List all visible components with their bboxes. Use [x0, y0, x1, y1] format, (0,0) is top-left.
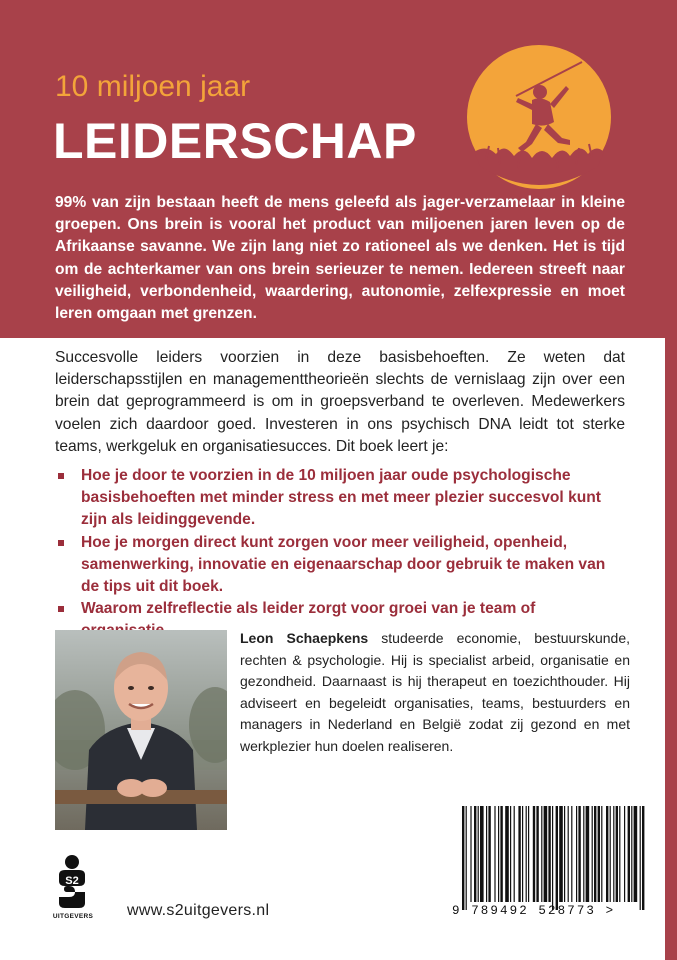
list-item-text: Hoe je door te voorzien in de 10 miljoen jaar oude psychologische basisbehoeften met minder stress en met meer plezier succesvol kunt zijn als leidinggevende. [81, 467, 601, 529]
barcode-bar [488, 806, 490, 902]
barcode-bar [640, 806, 641, 910]
barcode-bar [544, 806, 548, 902]
list-item [55, 465, 625, 532]
bullet-square-icon [58, 473, 64, 479]
svg-text:S2: S2 [65, 875, 79, 887]
barcode-bar [478, 806, 479, 902]
barcode-bar [564, 806, 565, 902]
barcode-bar [462, 806, 464, 910]
list-item-text: Hoe je morgen direct kunt zorgen voor meer veiligheid, openheid, samenwerking, innovatie en eigenaarschap door gebruik te maken van de tips uit dit boek. [81, 533, 606, 596]
barcode-bar [578, 806, 580, 902]
barcode-bar [470, 806, 471, 902]
barcode-bar [613, 806, 614, 902]
barcode-bar [528, 806, 529, 902]
intro-paragraph: 99% van zijn bestaan heeft de mens geleefd als jager-verzamelaar in kleine groepen. Ons brein is vooral het product van miljoenen jaren leven op de Afrikaanse savanne. We zijn lang niet zo rationeel als we denken. Het is tijd om de achterkamer van ons brein serieuzer te nemen. Iedereen streeft naar veiligheid, verbondenheid, waardering, autonomie, zelfexpressie en moet leren omgaan met grenzen. [55, 194, 625, 323]
bullet-square-icon [58, 540, 64, 546]
barcode-bar [474, 806, 476, 902]
barcode-bar [634, 806, 638, 902]
isbn-barcode [448, 797, 658, 919]
barcode-bar [586, 806, 590, 902]
barcode-bar [583, 806, 584, 902]
barcode-bar [498, 806, 499, 902]
author-bio-text: studeerde economie, bestuurskunde, rechten & psychologie. Hij is specialist arbeid, organisatie en gezondheid. Daarnaast is hij therapeut en toezichthouder. Hij adviseert en begeleidt organisaties, teams, bestuurders en managers in Nederland en België zodat zij gezond en met werkplezier hun doelen realiseren. [240, 630, 630, 754]
barcode-bar [624, 806, 625, 902]
barcode-bar [556, 806, 558, 910]
barcode-bar [592, 806, 593, 902]
barcode-bar [601, 806, 602, 902]
list-item-text: Waarom zelfreflectie als leider zorgt voor groei van je team of [81, 600, 536, 618]
author-bio [240, 628, 630, 757]
isbn-number: 9 789492 528773 > [452, 904, 616, 918]
publisher-website-link[interactable]: www.s2uitgevers.nl [127, 902, 270, 919]
barcode-bar [510, 806, 511, 902]
barcode-bar [522, 806, 523, 902]
barcode-bar [536, 806, 538, 902]
spine-color-strip [665, 338, 677, 960]
caveman-hunter-in-sun-icon [466, 44, 612, 190]
barcode-bar [494, 806, 495, 902]
barcode-bar [541, 806, 542, 902]
author-photo [55, 630, 227, 830]
barcode-bar [486, 806, 487, 902]
barcode-bar [568, 806, 569, 902]
barcode-bar [466, 806, 467, 910]
barcode-bar [619, 806, 620, 902]
publisher-logo-label: UITGEVERS [52, 913, 94, 920]
bullet-square-icon [58, 606, 64, 612]
barcode-bar [514, 806, 515, 902]
s2-publisher-logo-icon [55, 853, 89, 913]
barcode-bar [559, 806, 563, 902]
barcode-bar [606, 806, 608, 902]
barcode-bar [594, 806, 596, 902]
barcode-bar [518, 806, 520, 902]
barcode-bar [598, 806, 600, 902]
barcode-bar [576, 806, 577, 902]
learning-points-list [55, 465, 625, 643]
author-name: Leon Schaepkens [240, 630, 369, 646]
barcode-bar [642, 806, 644, 910]
barcode-bar [526, 806, 527, 902]
barcode-bar [480, 806, 484, 902]
barcode-bar [610, 806, 611, 902]
list-item [55, 532, 625, 599]
barcode-bar [533, 806, 535, 902]
barcode-bar [548, 806, 550, 902]
barcode-bar [552, 806, 553, 910]
barcode-bar [616, 806, 618, 902]
barcode-bar [631, 806, 632, 902]
body-paragraph: Succesvolle leiders voorzien in deze basisbehoeften. Ze weten dat leiderschapsstijlen en managementtheorieën slechts de vernislaag zijn over een brein dat geprogrammeerd is om in groepsverband te overleven. Medewerkers voelen zich daardoor goed. Investeren in ons psychisch DNA leidt tot sterke teams, werkgeluk en organisatiesucces. Dit boek leert je: [55, 349, 625, 455]
barcode-bar [628, 806, 630, 902]
barcode-bar [505, 806, 509, 902]
book-title: LEIDERSCHAP [53, 113, 417, 169]
barcode-bar [500, 806, 502, 902]
book-subtitle: 10 miljoen jaar [55, 70, 251, 103]
barcode-bar [571, 806, 572, 902]
